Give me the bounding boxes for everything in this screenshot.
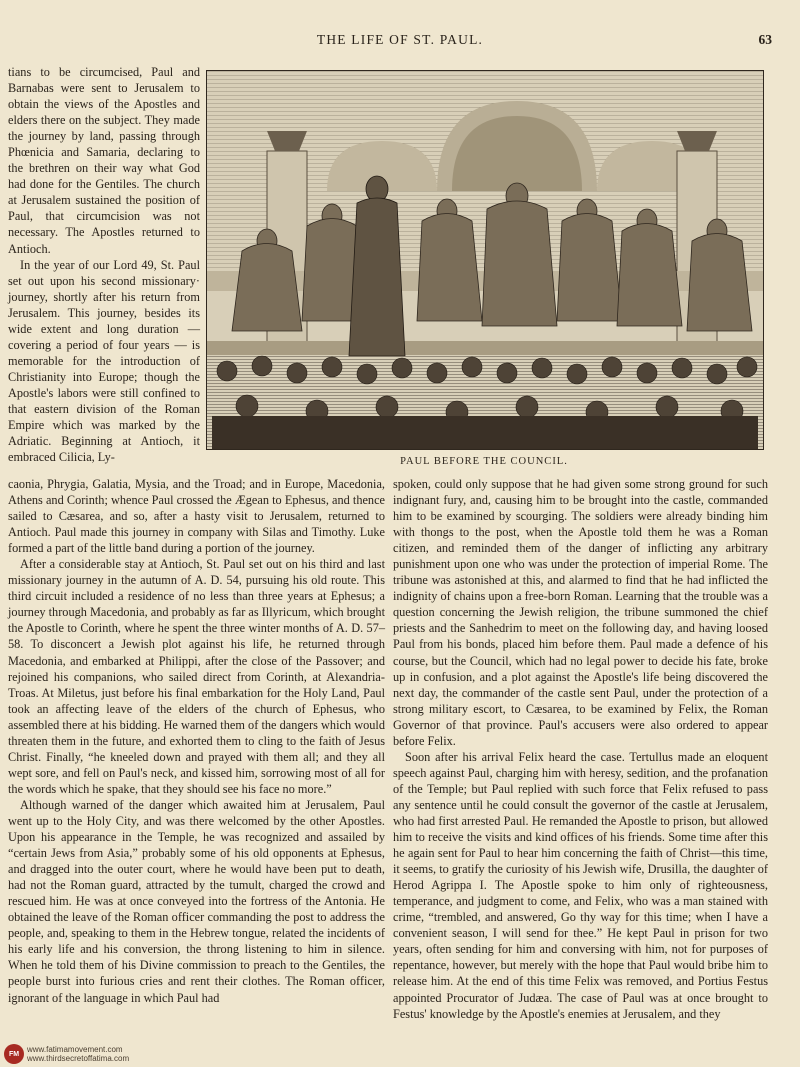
fatima-seal-icon: FM	[4, 1044, 24, 1064]
paragraph: After a considerable stay at Antioch, St. Paul set out on his third and last missionary journey in the autumn of A. D. 54, pursuing his old route. This third circuit included a residence of no less than three years at Ephesus; a journey through Macedonia, and probably as far as Illyricum, which brought the Apostle to Corinth, where he spent the three winter months of A. D. 57–58. To disconcert a Jewish plot against his life, he returned through Macedonia, and embarked at Philippi, after the close of the Passover; and rejoined his companions, who sailed direct from Corinth, at Alexandria-Troas. At Miletus, just before his final embarkation for the Holy Land, Paul took an affecting leave of the elders of the church of Ephesus, who assembled there at his bidding. He warned them of the dangers which would threaten them in the future, and exhorted them to cling to the faith of Jesus Christ. Finally, “he kneeled down and prayed with them all; and they all wept sore, and fell on Paul's neck, and kissed him, sorrowing most of all for the words which he spake, that they should see his face no more.”	[8, 557, 386, 796]
page-number: 63	[758, 32, 772, 47]
running-title: THE LIFE OF ST. PAUL.	[316, 32, 484, 47]
paragraph: spoken, could only suppose that he had given some strong ground for such indignant fury, and, causing him to be brought into the castle, commanded him to be examined by scourging. The soldiers were already binding him with thongs to the post, when the Apostle told them he was a Roman citizen, and reminded them of the danger of inflicting any arbitrary punishment upon one who was under the protection of imperial Rome. The tribune was astonished at this, and alarmed to find that he had inflicted the indignity of chains upon a free-born Roman. Learning that the trouble was a question concerning the Jewish religion, the tribune summoned the chief priests and the Sanhedrim to meet on the following day, and having loosed Paul from his bonds, placed him before them. Paul made a defence of his course, but the Council, which had no legal power to decide his fate, broke up in confusion, and a plot against the Apostle's life being discovered the next day, the commander of the castle sent Paul, under the protection of a strong military escort, to Cæsarea, to be examined by Felix, the Roman Governor of that province. Paul's accusers were also ordered to appear before Felix.	[393, 477, 768, 748]
paragraph: In the year of our Lord 49, St. Paul set out upon his second missionary· journey, shortly after his return from Jerusalem. This journey, besides its wide extent and long duration — covering a period of four years — is memorable for the introduction of Christianity into Europe; though the Apostle's labors were still confined to that eastern division of the Roman Empire which was marked by the Adriatic. Beginning at Antioch, it embraced Cilicia, Ly-	[8, 257, 200, 465]
illustration-paul-before-council	[206, 70, 764, 450]
watermark-url-1: www.fatimamovement.com	[27, 1045, 123, 1054]
paragraph: Although warned of the danger which awaited him at Jerusalem, Paul went up to the Holy City, and was there welcomed by the other Apostles. Upon his appearance in the Temple, he was recognized and assailed by “certain Jews from Asia,” probably some of his old opponents at Ephesus, and dragged into the outer court, where he would have been put to death, had not the Roman guard, attracted by the tumult, charged the crowd and rescued him. He was at once conveyed into the fortress of the Antonia. He obtained the leave of the Roman officer commanding the post to address the people, and, speaking to them in the Hebrew tongue, related the incidents of his early life and his conversion, the throng listening to him in silence. When he told them of his Divine commission to preach to the Gentiles, the people burst into furious cries and rent their clothes. The Roman officer, ignorant of the language in which Paul had	[8, 797, 385, 1005]
running-header	[0, 32, 800, 52]
text-column-right	[393, 476, 768, 1022]
text-column-wrap	[8, 64, 200, 465]
text-column-left	[8, 476, 385, 1006]
paragraph: Soon after his arrival Felix heard the case. Tertullus made an eloquent speech against Paul, charging him with heresy, sedition, and the profanation of the Temple; but Paul replied with such force that Felix refused to pass any sentence until he could consult the governor of the castle at Jerusalem, who had first arrested Paul. He remanded the Apostle to prison, but allowed him to receive the visits and kind offices of his friends. Some time after this he again sent for Paul to hear him concerning the faith of Christ—this time, it seems, to gratify the curiosity of his Jewish wife, Drusilla, the daughter of Herod Agrippa I. The Apostle spoke to him only of righteousness, temperance, and judgment to come, and Felix, who was a man stained with crime, “trembled, and answered, Go thy way for this time; when I have a convenient season, I will send for thee.” He kept Paul in prison for two years, often sending for him and conversing with him, not for purposes of repentance, however, but merely with the hope that Paul would bribe him to release him. At the end of this time Felix was removed, and Portius Festus appointed Procurator of Judæa. The case of Paul was at once brought to Festus' knowledge by the Apostle's enemies at Jerusalem, and they	[393, 749, 768, 1021]
paragraph: tians to be circumcised, Paul and Barnabas were sent to Jerusalem to obtain the views of the Apostles and elders there on the subject. They made the journey by land, passing through Phœnicia and Samaria, declaring to the brethren on their way what God had done for the Gentiles. The church at Jerusalem sustained the position of Paul, that circumcision was not necessary. The Apostles returned to Antioch.	[8, 65, 200, 256]
watermark-url-2: www.thirdsecretoffatima.com	[27, 1054, 130, 1063]
paragraph: caonia, Phrygia, Galatia, Mysia, and the Troad; and in Europe, Macedonia, Athens and Corinth; whence Paul crossed the Ægean to Ephesus, and thence sailed to Cæsarea, and so, after a hasty visit to Jerusalem, returned to Antioch. Paul made this journey in company with Silas and Timothy. Luke formed a part of the little band during a portion of the journey.	[8, 477, 385, 556]
engraving	[207, 71, 763, 449]
watermark	[4, 1044, 129, 1064]
figure-caption: PAUL BEFORE THE COUNCIL.	[400, 456, 568, 467]
